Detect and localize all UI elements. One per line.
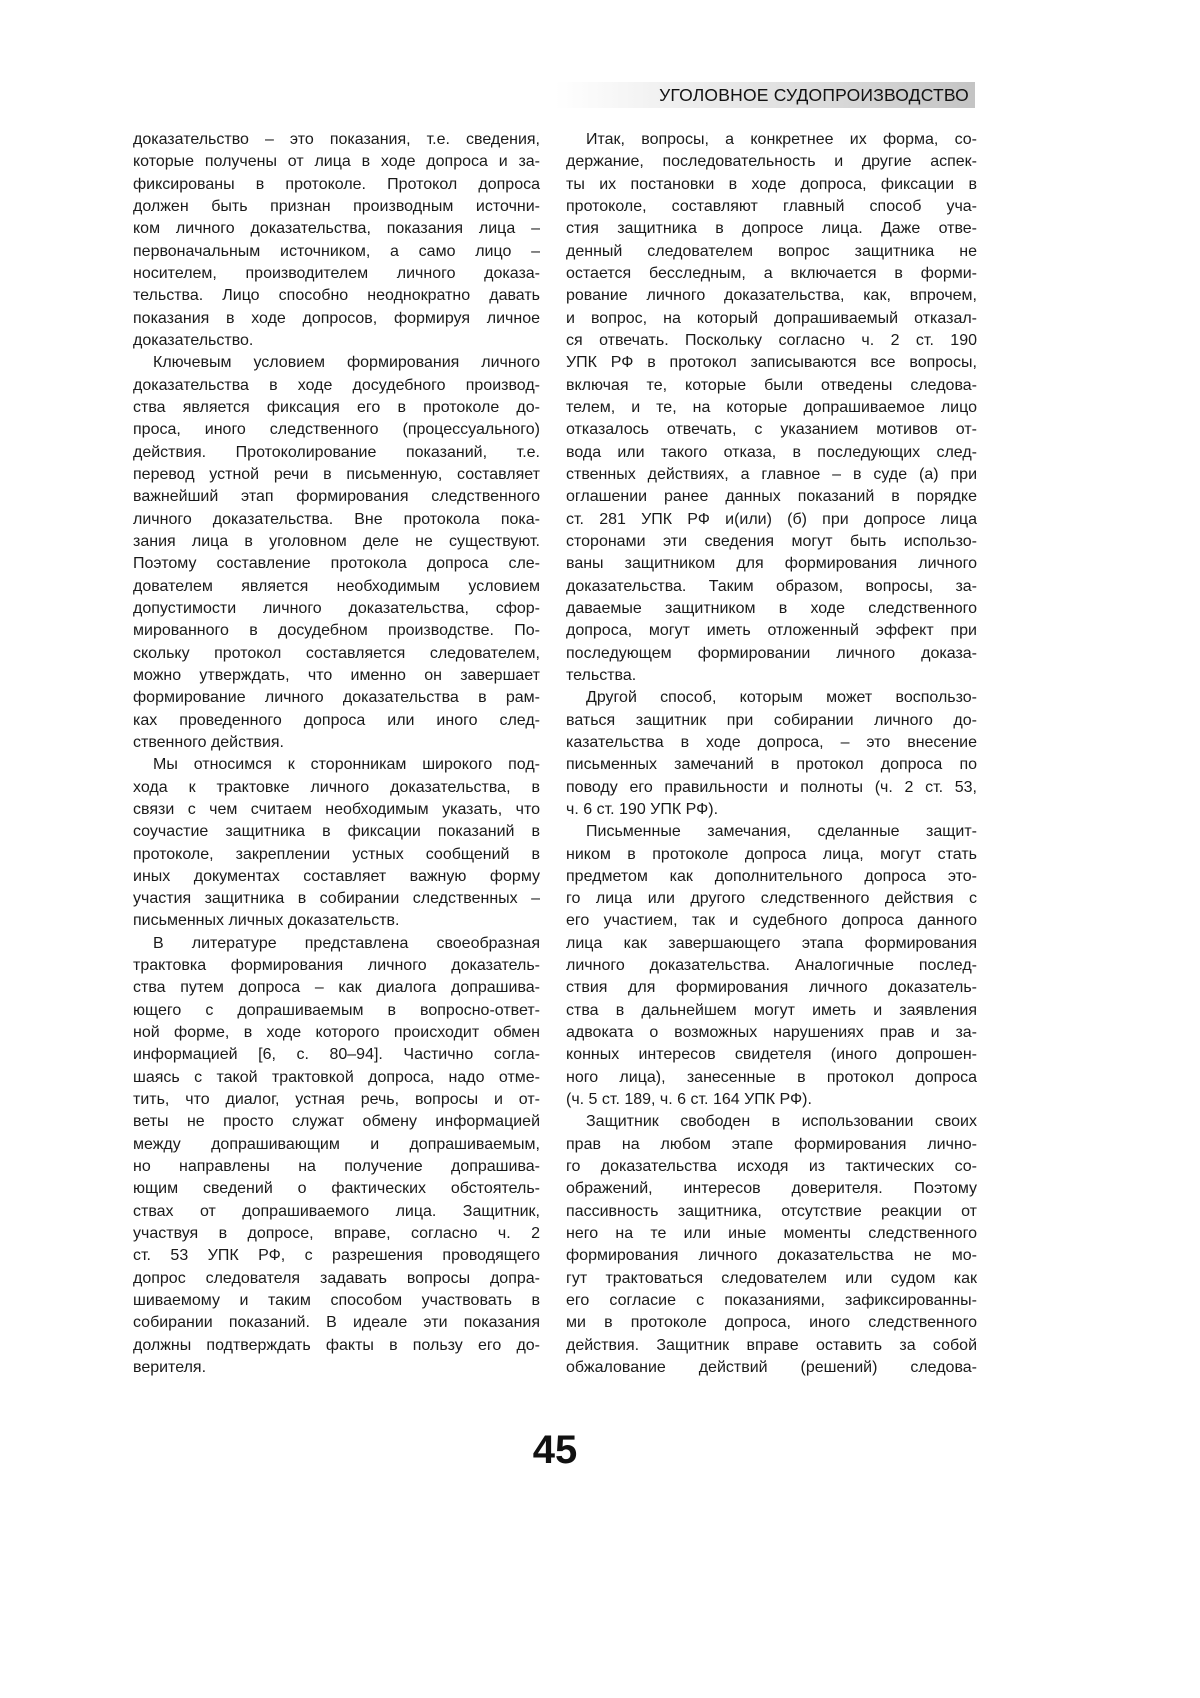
- text-line: конных интересов свидетеля (иного допрошен-: [566, 1044, 977, 1066]
- text-line: хода к трактовке личного доказательства, в: [133, 777, 540, 799]
- text-line: УПК РФ в протокол записываются все вопросы,: [566, 352, 977, 374]
- text-line: держание, последовательность и другие аспек-: [566, 151, 977, 173]
- text-line: тить, что диалог, устная речь, вопросы и от-: [133, 1089, 540, 1111]
- text-line: иных документах составляет важную форму: [133, 866, 540, 888]
- text-line: фиксированы в протоколе. Протокол допроса: [133, 174, 540, 196]
- paragraph: [133, 933, 540, 1380]
- text-line: ображений, интересов доверителя. Поэтому: [566, 1178, 977, 1200]
- text-line: ствах от допрашиваемого лица. Защитник,: [133, 1201, 540, 1223]
- text-line: допустимости личного доказательства, сфор-: [133, 598, 540, 620]
- text-line: участвуя в допросе, вправе, согласно ч. 2: [133, 1223, 540, 1245]
- text-line: действия. Защитник вправе оставить за собой: [566, 1335, 977, 1357]
- text-line: (ч. 5 ст. 189, ч. 6 ст. 164 УПК РФ).: [566, 1089, 977, 1111]
- text-line: сторонами эти сведения могут быть использо-: [566, 531, 977, 553]
- text-line: письменных замечаний в протокол допроса по: [566, 754, 977, 776]
- text-line: ющего с допрашиваемым в вопросно-ответ-: [133, 1000, 540, 1022]
- text-line: должен быть признан производным источни-: [133, 196, 540, 218]
- text-line: перевод устной речи в письменную, составляет: [133, 464, 540, 486]
- text-line: ты их постановки в ходе допроса, фиксации в: [566, 174, 977, 196]
- text-line: гут трактоваться следователем или судом как: [566, 1268, 977, 1290]
- text-line: ного лица), занесенные в протокол допроса: [566, 1067, 977, 1089]
- text-line: ся отвечать. Поскольку согласно ч. 2 ст. 190: [566, 330, 977, 352]
- text-line: ства в дальнейшем могут иметь и заявления: [566, 1000, 977, 1022]
- text-line: ми в протоколе допроса, иного следственного: [566, 1312, 977, 1334]
- text-line: ной форме, в ходе которого происходит обмен: [133, 1022, 540, 1044]
- text-line: формирования личного доказательства не мо-: [566, 1245, 977, 1267]
- text-line: ющим сведений о фактических обстоятель-: [133, 1178, 540, 1200]
- text-line: действия. Протоколирование показаний, т.е.: [133, 442, 540, 464]
- text-line: тельства.: [566, 665, 977, 687]
- text-line: участия защитника в собирании следственных –: [133, 888, 540, 910]
- text-line: доказательства. Таким образом, вопросы, за-: [566, 576, 977, 598]
- text-line: казательства в ходе допроса, – это внесение: [566, 732, 977, 754]
- text-line: него на те или иные моменты следственного: [566, 1223, 977, 1245]
- text-line: В литературе представлена своеобразная: [133, 933, 540, 955]
- text-line: ст. 281 УПК РФ и(или) (б) при допросе лица: [566, 509, 977, 531]
- text-line: информацией [6, с. 80–94]. Частично согла-: [133, 1044, 540, 1066]
- text-line: ственных действиях, а главное – в суде (а) при: [566, 464, 977, 486]
- text-line: связи с чем считаем необходимым указать, что: [133, 799, 540, 821]
- text-line: собирании показаний. В идеале эти показания: [133, 1312, 540, 1334]
- text-line: поводу его правильности и полноты (ч. 2 ст. 53,: [566, 777, 977, 799]
- text-line: остается бесследным, а включается в форми-: [566, 263, 977, 285]
- text-line: протоколе, составляют главный способ уча-: [566, 196, 977, 218]
- text-line: го лица или другого следственного действия с: [566, 888, 977, 910]
- text-line: его согласие с показаниями, зафиксированны-: [566, 1290, 977, 1312]
- text-line: письменных личных доказательств.: [133, 910, 540, 932]
- text-line: допроса, могут иметь отложенный эффект при: [566, 620, 977, 642]
- text-line: Ключевым условием формирования личного: [133, 352, 540, 374]
- paragraph: [566, 687, 977, 821]
- text-line: Поэтому составление протокола допроса сле-: [133, 553, 540, 575]
- text-line: адвоката о возможных нарушениях прав и за-: [566, 1022, 977, 1044]
- text-line: тельства. Лицо способно неоднократно давать: [133, 285, 540, 307]
- text-line: зания лица в уголовном деле не существуют.: [133, 531, 540, 553]
- text-line: ках проведенного допроса или иного след-: [133, 710, 540, 732]
- text-line: Письменные замечания, сделанные защит-: [566, 821, 977, 843]
- text-line: шаясь с такой трактовкой допроса, надо отме-: [133, 1067, 540, 1089]
- text-line: ства путем допроса – как диалога допрашива-: [133, 977, 540, 999]
- running-header: [555, 82, 975, 108]
- text-line: Защитник свободен в использовании своих: [566, 1111, 977, 1133]
- text-line: ваны защитником для формирования личного: [566, 553, 977, 575]
- text-line: протоколе, закреплении устных сообщений в: [133, 844, 540, 866]
- text-line: которые получены от лица в ходе допроса и за-: [133, 151, 540, 173]
- text-line: Другой способ, которым может воспользо-: [566, 687, 977, 709]
- text-line: доказательство.: [133, 330, 540, 352]
- text-line: формирование личного доказательства в рам-: [133, 687, 540, 709]
- text-line: доказательство – это показания, т.е. сведения,: [133, 129, 540, 151]
- text-line: рование личного доказательства, как, впрочем,: [566, 285, 977, 307]
- text-line: первоначальным источником, а само лицо –: [133, 241, 540, 263]
- text-line: го доказательства исходя из тактических со-: [566, 1156, 977, 1178]
- text-line: дователем является необходимым условием: [133, 576, 540, 598]
- text-line: ником в протоколе допроса лица, могут стать: [566, 844, 977, 866]
- left-column: [133, 129, 540, 1379]
- text-line: стия защитника в допросе лица. Даже отве-: [566, 218, 977, 240]
- text-line: ственного действия.: [133, 732, 540, 754]
- text-line: вода или такого отказа, в последующих след-: [566, 442, 977, 464]
- text-line: трактовка формирования личного доказатель-: [133, 955, 540, 977]
- text-line: предметом как дополнительного допроса это-: [566, 866, 977, 888]
- right-column: [566, 129, 977, 1379]
- text-line: денный следователем вопрос защитника не: [566, 241, 977, 263]
- text-line: можно утверждать, что именно он завершает: [133, 665, 540, 687]
- section-title: УГОЛОВНОЕ СУДОПРОИЗВОДСТВО: [659, 85, 969, 106]
- text-line: пассивность защитника, отсутствие реакции от: [566, 1201, 977, 1223]
- text-line: показания в ходе допросов, формируя личное: [133, 308, 540, 330]
- text-line: телем, и те, на которые допрашиваемое лицо: [566, 397, 977, 419]
- text-line: последующем формировании личного доказа-: [566, 643, 977, 665]
- text-line: мированного в досудебном производстве. По-: [133, 620, 540, 642]
- text-line: скольку протокол составляется следователем,: [133, 643, 540, 665]
- text-line: Мы относимся к сторонникам широкого под-: [133, 754, 540, 776]
- text-line: ваться защитник при собирании личного до-: [566, 710, 977, 732]
- text-line: отказалось отвечать, с указанием мотивов от-: [566, 419, 977, 441]
- text-line: ч. 6 ст. 190 УПК РФ).: [566, 799, 977, 821]
- text-line: и вопрос, на который допрашиваемый отказал-: [566, 308, 977, 330]
- text-line: обжалование действий (решений) следова-: [566, 1357, 977, 1379]
- paragraph: [133, 754, 540, 933]
- text-line: верителя.: [133, 1357, 540, 1379]
- page-number: 45: [0, 1428, 1110, 1473]
- text-line: даваемые защитником в ходе следственного: [566, 598, 977, 620]
- text-line: доказательства в ходе досудебного производ-: [133, 375, 540, 397]
- paragraph: [566, 1111, 977, 1379]
- text-line: ствия для формирования личного доказатель-: [566, 977, 977, 999]
- text-line: личного доказательства. Вне протокола пока-: [133, 509, 540, 531]
- text-line: допрос следователя задавать вопросы допра-: [133, 1268, 540, 1290]
- text-line: его участием, так и судебного допроса данного: [566, 910, 977, 932]
- text-line: личного доказательства. Аналогичные послед-: [566, 955, 977, 977]
- text-line: ства является фиксация его в протоколе до-: [133, 397, 540, 419]
- paragraph: [566, 129, 977, 687]
- text-line: носителем, производителем личного доказа-: [133, 263, 540, 285]
- text-line: оглашении ранее данных показаний в порядке: [566, 486, 977, 508]
- paragraph: [133, 352, 540, 754]
- text-line: проса, иного следственного (процессуального): [133, 419, 540, 441]
- text-line: между допрашивающим и допрашиваемым,: [133, 1134, 540, 1156]
- text-line: ком личного доказательства, показания лица –: [133, 218, 540, 240]
- text-line: должны подтверждать факты в пользу его до-: [133, 1335, 540, 1357]
- text-line: но направлены на получение допрашива-: [133, 1156, 540, 1178]
- text-line: лица как завершающего этапа формирования: [566, 933, 977, 955]
- paragraph: [566, 821, 977, 1111]
- text-line: шиваемому и таким способом участвовать в: [133, 1290, 540, 1312]
- text-line: прав на любом этапе формирования лично-: [566, 1134, 977, 1156]
- text-line: соучастие защитника в фиксации показаний в: [133, 821, 540, 843]
- text-line: включая те, которые были отведены следова-: [566, 375, 977, 397]
- text-line: важнейший этап формирования следственного: [133, 486, 540, 508]
- paragraph: [133, 129, 540, 352]
- text-line: Итак, вопросы, а конкретнее их форма, со-: [566, 129, 977, 151]
- text-line: ст. 53 УПК РФ, с разрешения проводящего: [133, 1245, 540, 1267]
- text-line: веты не просто служат обмену информацией: [133, 1111, 540, 1133]
